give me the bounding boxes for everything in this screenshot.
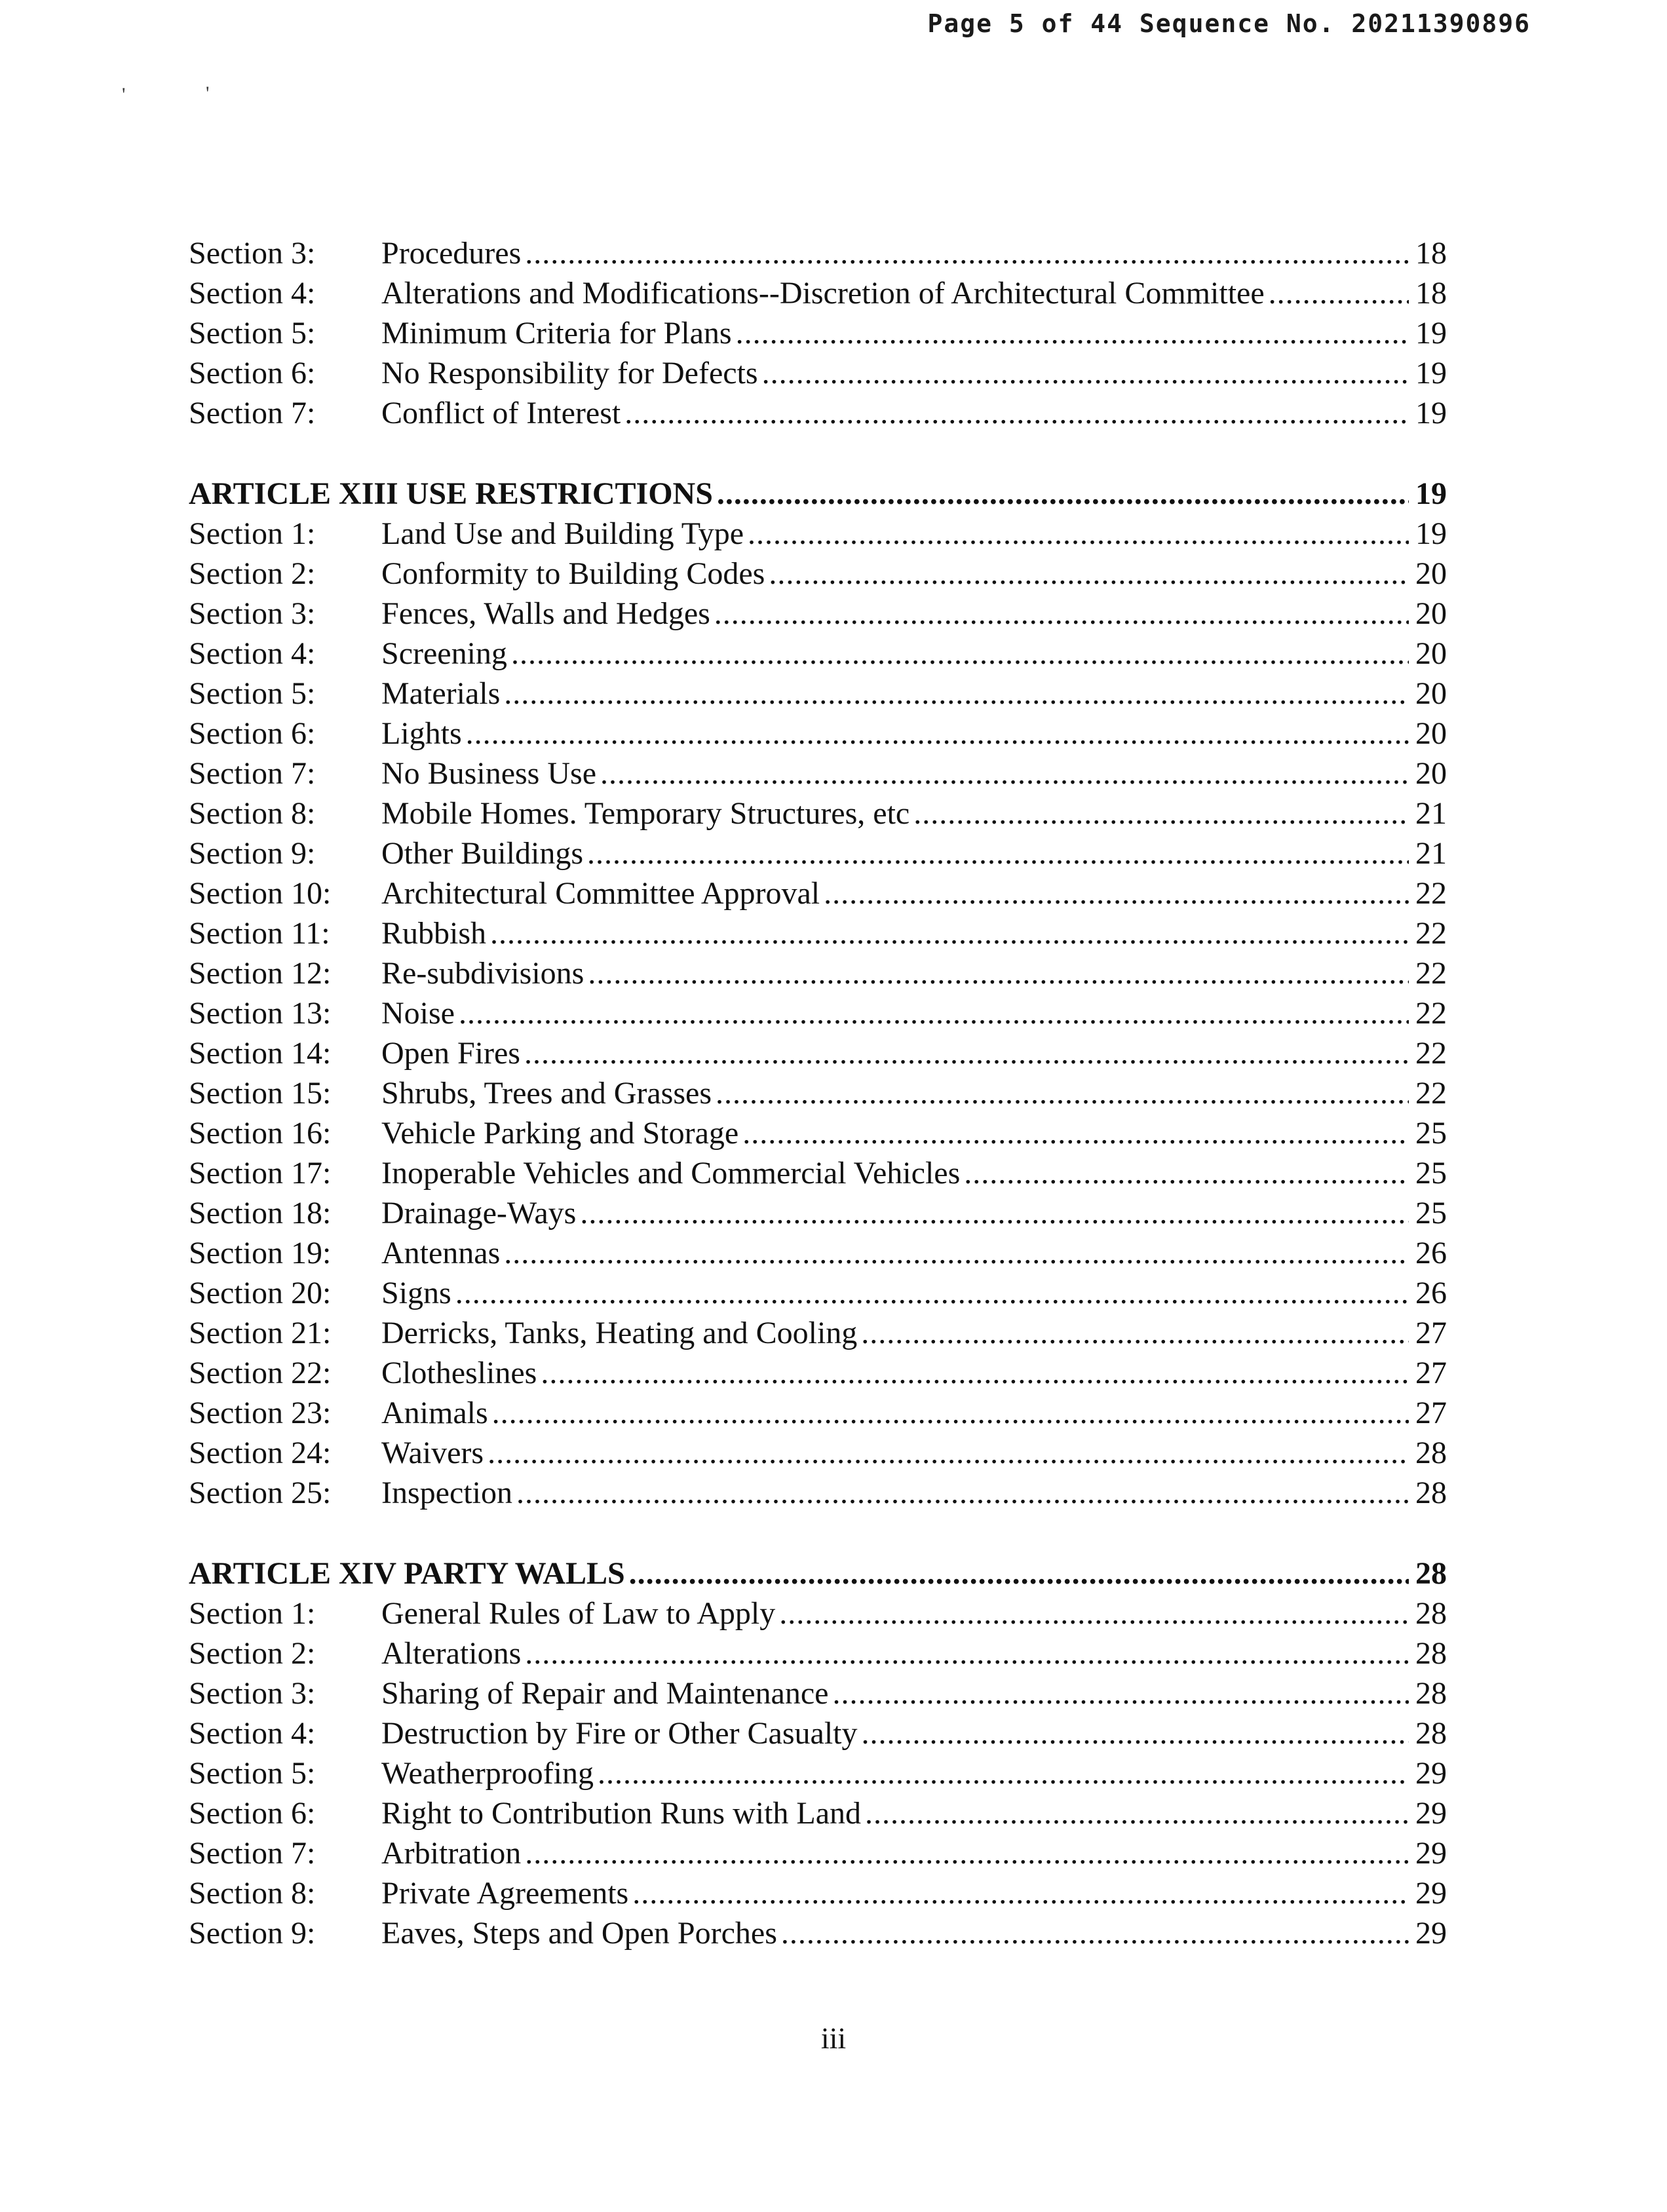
toc-dot-leader	[516, 1473, 1409, 1513]
toc-section-number: Section 15:	[189, 1076, 332, 1111]
toc-page-number: 22	[1415, 876, 1447, 911]
toc-section-title: Sharing of Repair and Maintenance	[381, 1676, 829, 1711]
toc-section-title: Destruction by Fire or Other Casualty	[381, 1716, 858, 1751]
toc-entry	[189, 1713, 1447, 1753]
toc-entry	[189, 313, 1447, 353]
toc-page-number: 19	[1415, 516, 1447, 551]
toc-entry	[189, 1193, 1447, 1233]
toc-gap	[189, 1513, 1447, 1554]
toc-page-number: 22	[1415, 1036, 1447, 1071]
toc-section-title: Arbitration	[381, 1836, 522, 1871]
toc-section-number: Section 12:	[189, 956, 332, 991]
toc-section-number: Section 23:	[189, 1396, 332, 1430]
toc-entry	[189, 1393, 1447, 1433]
toc-dot-leader	[504, 1233, 1409, 1273]
toc-entry	[189, 1473, 1447, 1513]
toc-entry	[189, 514, 1447, 554]
toc-section-title: No Business Use	[381, 756, 597, 791]
toc-entry	[189, 1673, 1447, 1713]
toc-page-number: 27	[1415, 1316, 1447, 1350]
toc-section-number: Section 9:	[189, 1916, 316, 1951]
toc-section-number: Section 2:	[189, 556, 316, 591]
toc-dot-leader	[524, 1033, 1409, 1073]
toc-page-number: 21	[1415, 836, 1447, 871]
toc-entry	[189, 1073, 1447, 1113]
toc-page-number: 21	[1415, 796, 1447, 831]
toc-page-number: 20	[1415, 636, 1447, 671]
toc-section-title: Lights	[381, 716, 462, 751]
toc-section-number: Section 4:	[189, 636, 316, 671]
toc-page-number: 19	[1415, 316, 1447, 351]
toc-dot-leader	[781, 1913, 1409, 1953]
toc-section-number: Section 14:	[189, 1036, 332, 1071]
toc-section-title: Procedures	[381, 236, 522, 271]
toc-page-number: 22	[1415, 1076, 1447, 1111]
toc-entry	[189, 993, 1447, 1033]
toc-dot-leader	[541, 1353, 1409, 1393]
toc-entry	[189, 1433, 1447, 1473]
toc-dot-leader	[742, 1113, 1409, 1153]
toc-article-title: ARTICLE XIII USE RESTRICTIONS	[189, 476, 713, 511]
toc-dot-leader	[455, 1273, 1409, 1313]
toc-page-number: 29	[1415, 1876, 1447, 1911]
toc-section-title: Architectural Committee Approval	[381, 876, 820, 911]
toc-section-title: Rubbish	[381, 916, 487, 951]
toc-dot-leader	[525, 1633, 1409, 1673]
toc-article-heading	[189, 1554, 1447, 1593]
toc-page-number: 27	[1415, 1396, 1447, 1430]
toc-page-number: 29	[1415, 1836, 1447, 1871]
toc-page-number: 19	[1415, 476, 1447, 511]
toc-entry	[189, 1833, 1447, 1873]
toc-section-title: Antennas	[381, 1236, 501, 1270]
toc-page-number: 29	[1415, 1756, 1447, 1791]
toc-dot-leader	[632, 1873, 1409, 1913]
page-number: iii	[820, 2021, 847, 2055]
toc-entry	[189, 793, 1447, 833]
toc-section-title: Eaves, Steps and Open Porches	[381, 1916, 777, 1951]
toc-section-title: Derricks, Tanks, Heating and Cooling	[381, 1316, 858, 1350]
toc-section-number: Section 4:	[189, 1716, 316, 1751]
toc-section-number: Section 8:	[189, 1876, 316, 1911]
toc-page-number: 20	[1415, 756, 1447, 791]
toc-page-number: 29	[1415, 1916, 1447, 1951]
toc-section-number: Section 24:	[189, 1436, 332, 1470]
toc-page-number: 20	[1415, 676, 1447, 711]
toc-entry	[189, 1313, 1447, 1353]
toc-page-number: 28	[1415, 1596, 1447, 1631]
toc-dot-leader	[716, 1073, 1409, 1113]
toc-dot-leader	[865, 1793, 1409, 1833]
toc-entry	[189, 273, 1447, 313]
toc-dot-leader	[769, 554, 1409, 594]
toc-section-title: Land Use and Building Type	[381, 516, 744, 551]
toc-section-title: Open Fires	[381, 1036, 520, 1071]
toc-section-title: General Rules of Law to Apply	[381, 1596, 776, 1631]
toc-dot-leader	[580, 1193, 1409, 1233]
toc-dot-leader	[466, 714, 1409, 753]
toc-dot-leader	[964, 1153, 1409, 1193]
toc-page-number: 20	[1415, 556, 1447, 591]
toc-dot-leader	[600, 753, 1409, 793]
toc-dot-leader	[490, 913, 1409, 953]
toc-dot-leader	[525, 1833, 1409, 1873]
toc-page-number: 18	[1415, 276, 1447, 311]
toc-page-number: 22	[1415, 956, 1447, 991]
toc-entry	[189, 1633, 1447, 1673]
toc-entry	[189, 594, 1447, 634]
toc-entry	[189, 393, 1447, 433]
toc-section-title: Alterations and Modifications--Discretion of Architectural Committee	[381, 276, 1265, 311]
toc-dot-leader	[714, 594, 1409, 634]
toc-page-number: 25	[1415, 1116, 1447, 1151]
toc-page-number: 29	[1415, 1796, 1447, 1831]
toc-entry	[189, 753, 1447, 793]
toc-dot-leader	[736, 313, 1409, 353]
toc-entry	[189, 1153, 1447, 1193]
toc-dot-leader	[588, 953, 1409, 993]
toc-section-number: Section 2:	[189, 1636, 316, 1671]
toc-section-title: Vehicle Parking and Storage	[381, 1116, 739, 1151]
toc-gap	[189, 433, 1447, 474]
toc-section-title: Alterations	[381, 1636, 522, 1671]
toc-section-number: Section 1:	[189, 1596, 316, 1631]
toc-section-number: Section 7:	[189, 1836, 316, 1871]
toc-page-number: 20	[1415, 596, 1447, 631]
toc-page-number: 26	[1415, 1236, 1447, 1270]
toc-dot-leader	[587, 833, 1409, 873]
toc-dot-leader	[488, 1433, 1409, 1473]
toc-section-number: Section 18:	[189, 1196, 332, 1230]
toc-dot-leader	[717, 474, 1409, 514]
toc-section-title: Waivers	[381, 1436, 484, 1470]
toc-section-title: Conformity to Building Codes	[381, 556, 765, 591]
scan-speck-mark: '	[206, 83, 210, 104]
toc-entry	[189, 233, 1447, 273]
toc-dot-leader	[629, 1554, 1409, 1593]
toc-entry	[189, 1273, 1447, 1313]
toc-section-number: Section 4:	[189, 276, 316, 311]
toc-section-number: Section 16:	[189, 1116, 332, 1151]
toc-page-number: 18	[1415, 236, 1447, 271]
toc-section-title: Other Buildings	[381, 836, 583, 871]
toc-section-number: Section 11:	[189, 916, 330, 951]
toc-entry	[189, 634, 1447, 674]
toc-section-title: Re-subdivisions	[381, 956, 584, 991]
toc-dot-leader	[624, 393, 1409, 433]
toc-entry	[189, 1753, 1447, 1793]
toc-section-number: Section 6:	[189, 356, 316, 391]
toc-article-xiii	[189, 474, 1447, 1513]
toc-entry	[189, 1113, 1447, 1153]
toc-dot-leader	[1269, 273, 1409, 313]
toc-dot-leader	[525, 233, 1409, 273]
toc-page-number: 28	[1415, 1476, 1447, 1510]
toc-group-continued	[189, 233, 1447, 433]
toc-dot-leader	[779, 1593, 1409, 1633]
toc-section-title: Private Agreements	[381, 1876, 629, 1911]
toc-section-number: Section 6:	[189, 1796, 316, 1831]
toc-page-number: 25	[1415, 1196, 1447, 1230]
toc-section-number: Section 5:	[189, 676, 316, 711]
toc-section-title: Minimum Criteria for Plans	[381, 316, 732, 351]
toc-dot-leader	[459, 993, 1409, 1033]
toc-page-number: 28	[1415, 1676, 1447, 1711]
toc-dot-leader	[832, 1673, 1409, 1713]
toc-page-number: 28	[1415, 1636, 1447, 1671]
toc-page-number: 20	[1415, 716, 1447, 751]
toc-section-title: Clotheslines	[381, 1356, 537, 1390]
toc-entry	[189, 1873, 1447, 1913]
scan-speck-mark: '	[122, 84, 126, 105]
toc-section-title: Right to Contribution Runs with Land	[381, 1796, 862, 1831]
toc-dot-leader	[504, 674, 1409, 714]
toc-section-number: Section 13:	[189, 996, 332, 1031]
toc-section-number: Section 25:	[189, 1476, 332, 1510]
toc-section-number: Section 19:	[189, 1236, 332, 1270]
table-of-contents	[189, 233, 1447, 1953]
toc-dot-leader	[762, 353, 1409, 393]
toc-dot-leader	[511, 634, 1409, 674]
toc-section-number: Section 7:	[189, 396, 316, 430]
toc-dot-leader	[598, 1753, 1409, 1793]
toc-section-title: Materials	[381, 676, 501, 711]
toc-section-number: Section 20:	[189, 1276, 332, 1310]
toc-entry	[189, 873, 1447, 913]
sequence-header: Page 5 of 44 Sequence No. 20211390896	[927, 9, 1531, 38]
toc-section-number: Section 3:	[189, 236, 316, 271]
toc-section-title: Fences, Walls and Hedges	[381, 596, 710, 631]
toc-dot-leader	[913, 793, 1409, 833]
toc-entry	[189, 353, 1447, 393]
toc-entry	[189, 1353, 1447, 1393]
toc-section-title: Inoperable Vehicles and Commercial Vehicles	[381, 1156, 961, 1191]
toc-section-number: Section 5:	[189, 1756, 316, 1791]
toc-page-number: 22	[1415, 996, 1447, 1031]
toc-entry	[189, 953, 1447, 993]
toc-entry	[189, 913, 1447, 953]
toc-section-number: Section 22:	[189, 1356, 332, 1390]
toc-section-title: Noise	[381, 996, 455, 1031]
toc-page-number: 19	[1415, 396, 1447, 430]
toc-dot-leader	[862, 1713, 1409, 1753]
toc-section-title: Inspection	[381, 1476, 512, 1510]
toc-section-number: Section 10:	[189, 876, 332, 911]
toc-entry	[189, 833, 1447, 873]
toc-section-number: Section 3:	[189, 596, 316, 631]
toc-section-title: Signs	[381, 1276, 451, 1310]
toc-entry	[189, 1593, 1447, 1633]
toc-entry	[189, 1913, 1447, 1953]
toc-page-number: 28	[1415, 1716, 1447, 1751]
toc-page-number: 19	[1415, 356, 1447, 391]
toc-article-heading	[189, 474, 1447, 514]
toc-entry	[189, 1793, 1447, 1833]
toc-dot-leader	[748, 514, 1409, 554]
toc-section-number: Section 17:	[189, 1156, 332, 1191]
toc-section-title: Screening	[381, 636, 507, 671]
toc-page-number: 27	[1415, 1356, 1447, 1390]
toc-section-number: Section 6:	[189, 716, 316, 751]
toc-page-number: 28	[1415, 1436, 1447, 1470]
toc-section-title: Weatherproofing	[381, 1756, 594, 1791]
toc-section-number: Section 1:	[189, 516, 316, 551]
toc-section-number: Section 3:	[189, 1676, 316, 1711]
toc-section-number: Section 5:	[189, 316, 316, 351]
toc-entry	[189, 674, 1447, 714]
toc-entry	[189, 554, 1447, 594]
toc-section-title: Conflict of Interest	[381, 396, 621, 430]
toc-page-number: 28	[1415, 1556, 1447, 1591]
toc-section-title: Drainage-Ways	[381, 1196, 577, 1230]
toc-dot-leader	[492, 1393, 1409, 1433]
toc-page-number: 26	[1415, 1276, 1447, 1310]
toc-article-title: ARTICLE XIV PARTY WALLS	[189, 1556, 625, 1591]
toc-section-number: Section 9:	[189, 836, 316, 871]
toc-entry	[189, 1233, 1447, 1273]
toc-page-number: 25	[1415, 1156, 1447, 1191]
toc-section-number: Section 8:	[189, 796, 316, 831]
toc-article-xiv	[189, 1554, 1447, 1953]
toc-section-number: Section 21:	[189, 1316, 332, 1350]
toc-section-title: Mobile Homes. Temporary Structures, etc	[381, 796, 910, 831]
toc-entry	[189, 714, 1447, 753]
toc-entry	[189, 1033, 1447, 1073]
toc-section-number: Section 7:	[189, 756, 316, 791]
toc-dot-leader	[824, 873, 1409, 913]
toc-section-title: Shrubs, Trees and Grasses	[381, 1076, 712, 1111]
toc-section-title: No Responsibility for Defects	[381, 356, 758, 391]
toc-section-title: Animals	[381, 1396, 488, 1430]
toc-dot-leader	[861, 1313, 1409, 1353]
toc-page-number: 22	[1415, 916, 1447, 951]
